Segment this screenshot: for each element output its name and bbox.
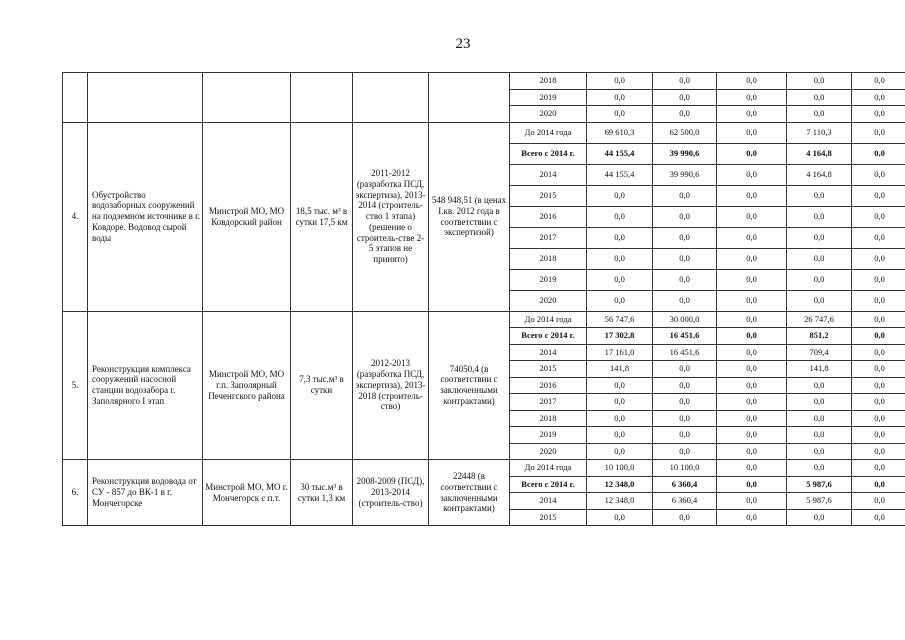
year-cell: До 2014 года bbox=[510, 122, 587, 143]
value-cell: 0,0 bbox=[717, 460, 787, 477]
value-cell: 4 164,8 bbox=[787, 164, 852, 185]
program-table bbox=[62, 72, 905, 526]
value-cell: 0,0 bbox=[852, 290, 905, 311]
continued-capacity-cell bbox=[291, 73, 353, 123]
value-cell: 0,0 bbox=[587, 290, 653, 311]
value-cell: 0,0 bbox=[587, 269, 653, 290]
project-number-cell: 4. bbox=[63, 122, 88, 311]
value-cell: 0,0 bbox=[653, 427, 717, 444]
value-cell: 0,0 bbox=[653, 377, 717, 394]
value-cell: 0,0 bbox=[787, 227, 852, 248]
project-customer-cell: Минстрой МО, МО г.п. Заполярный Печенгского района bbox=[203, 311, 291, 460]
year-cell: 2020 bbox=[510, 290, 587, 311]
project-customer-cell: Минстрой МО, МО г. Мончегорск с п.т. bbox=[203, 460, 291, 526]
continued-period-cell bbox=[353, 73, 429, 123]
value-cell: 0,0 bbox=[653, 443, 717, 460]
value-cell: 0,0 bbox=[852, 206, 905, 227]
value-cell: 0,0 bbox=[717, 106, 787, 123]
value-cell: 0,0 bbox=[717, 427, 787, 444]
value-cell: 0,0 bbox=[653, 73, 717, 90]
year-cell: 2018 bbox=[510, 248, 587, 269]
year-cell: 2017 bbox=[510, 394, 587, 411]
value-cell: 0,0 bbox=[852, 377, 905, 394]
project-period-cell: 2008-2009 (ПСД), 2013-2014 (строитель-ство) bbox=[353, 460, 429, 526]
value-cell: 10 100,0 bbox=[653, 460, 717, 477]
year-cell: 2014 bbox=[510, 164, 587, 185]
value-cell: 12 348,0 bbox=[587, 476, 653, 493]
value-cell: 0,0 bbox=[787, 248, 852, 269]
value-cell: 0,0 bbox=[587, 509, 653, 526]
value-cell: 0,0 bbox=[787, 410, 852, 427]
value-cell: 0,0 bbox=[852, 248, 905, 269]
continued-customer-cell bbox=[203, 73, 291, 123]
value-cell: 0,0 bbox=[852, 509, 905, 526]
value-cell: 0,0 bbox=[787, 509, 852, 526]
value-cell: 5 987,6 bbox=[787, 476, 852, 493]
value-cell: 16 451,6 bbox=[653, 328, 717, 345]
value-cell: 0,0 bbox=[852, 164, 905, 185]
value-cell: 6 360,4 bbox=[653, 476, 717, 493]
value-cell: 0,0 bbox=[717, 164, 787, 185]
year-cell: 2017 bbox=[510, 227, 587, 248]
value-cell: 0,0 bbox=[717, 394, 787, 411]
year-cell: Всего с 2014 г. bbox=[510, 143, 587, 164]
project-name-cell: Реконструкция комплекса сооружений насосной станции водозабора г. Заполярного I этап bbox=[88, 311, 203, 460]
value-cell: 62 500,0 bbox=[653, 122, 717, 143]
year-cell: До 2014 года bbox=[510, 460, 587, 477]
value-cell: 0,0 bbox=[717, 73, 787, 90]
value-cell: 0,0 bbox=[852, 328, 905, 345]
value-cell: 0,0 bbox=[587, 443, 653, 460]
year-cell: 2018 bbox=[510, 410, 587, 427]
continued-cost-cell bbox=[429, 73, 510, 123]
year-cell: 2016 bbox=[510, 377, 587, 394]
value-cell: 12 348,0 bbox=[587, 493, 653, 510]
value-cell: 0,0 bbox=[653, 227, 717, 248]
value-cell: 39 990,6 bbox=[653, 143, 717, 164]
value-cell: 0,0 bbox=[717, 269, 787, 290]
value-cell: 0,0 bbox=[852, 185, 905, 206]
value-cell: 56 747,6 bbox=[587, 311, 653, 328]
year-cell: 2015 bbox=[510, 361, 587, 378]
value-cell: 0,0 bbox=[852, 344, 905, 361]
value-cell: 17 302,8 bbox=[587, 328, 653, 345]
value-cell: 0,0 bbox=[587, 185, 653, 206]
project-cost-cell: 74050,4 (в соответствии с заключенными контрактами) bbox=[429, 311, 510, 460]
value-cell: 0,0 bbox=[587, 106, 653, 123]
value-cell: 0,0 bbox=[787, 394, 852, 411]
value-cell: 0,0 bbox=[717, 443, 787, 460]
value-cell: 44 155,4 bbox=[587, 164, 653, 185]
value-cell: 0,0 bbox=[587, 206, 653, 227]
value-cell: 0,0 bbox=[852, 443, 905, 460]
value-cell: 7 110,3 bbox=[787, 122, 852, 143]
value-cell: 0,0 bbox=[653, 89, 717, 106]
value-cell: 0,0 bbox=[852, 89, 905, 106]
project-period-cell: 2011-2012 (разработка ПСД, экспертиза), 2013-2014 (строитель-ство 1 этапа) (решение о строитель-стве 2-5 этапов не принято) bbox=[353, 122, 429, 311]
year-cell: 2015 bbox=[510, 509, 587, 526]
value-cell: 16 451,6 bbox=[653, 344, 717, 361]
project-period-cell: 2012-2013 (разработка ПСД, экспертиза), 2013-2018 (строитель-ство) bbox=[353, 311, 429, 460]
value-cell: 0,0 bbox=[587, 394, 653, 411]
value-cell: 0,0 bbox=[587, 248, 653, 269]
value-cell: 0,0 bbox=[787, 206, 852, 227]
value-cell: 44 155,4 bbox=[587, 143, 653, 164]
value-cell: 0,0 bbox=[653, 509, 717, 526]
project-number-cell: 6. bbox=[63, 460, 88, 526]
value-cell: 0,0 bbox=[787, 106, 852, 123]
table-row bbox=[63, 73, 905, 90]
value-cell: 0,0 bbox=[587, 427, 653, 444]
value-cell: 0,0 bbox=[717, 227, 787, 248]
table-row bbox=[63, 460, 905, 477]
table-row bbox=[63, 122, 905, 143]
value-cell: 0,0 bbox=[852, 394, 905, 411]
value-cell: 0,0 bbox=[717, 122, 787, 143]
value-cell: 0,0 bbox=[852, 460, 905, 477]
year-cell: 2019 bbox=[510, 427, 587, 444]
project-capacity-cell: 18,5 тыс. м³ в сутки 17,5 км bbox=[291, 122, 353, 311]
value-cell: 0,0 bbox=[852, 361, 905, 378]
table-row bbox=[63, 311, 905, 328]
project-capacity-cell: 30 тыс.м³ в сутки 1,3 км bbox=[291, 460, 353, 526]
value-cell: 0,0 bbox=[587, 410, 653, 427]
year-cell: До 2014 года bbox=[510, 311, 587, 328]
year-cell: 2016 bbox=[510, 206, 587, 227]
value-cell: 0,0 bbox=[787, 427, 852, 444]
year-cell: 2014 bbox=[510, 344, 587, 361]
value-cell: 0,0 bbox=[787, 460, 852, 477]
value-cell: 0,0 bbox=[787, 290, 852, 311]
value-cell: 0,0 bbox=[717, 311, 787, 328]
value-cell: 0,0 bbox=[852, 106, 905, 123]
year-cell: 2020 bbox=[510, 443, 587, 460]
value-cell: 0,0 bbox=[717, 493, 787, 510]
year-cell: Всего с 2014 г. bbox=[510, 476, 587, 493]
value-cell: 851,2 bbox=[787, 328, 852, 345]
project-number-cell: 5. bbox=[63, 311, 88, 460]
value-cell: 0,0 bbox=[852, 269, 905, 290]
value-cell: 26 747,6 bbox=[787, 311, 852, 328]
value-cell: 141,8 bbox=[787, 361, 852, 378]
value-cell: 0,0 bbox=[653, 290, 717, 311]
project-cost-cell: 548 948,51 (в ценах I.кв. 2012 года в соответствии с экспертизой) bbox=[429, 122, 510, 311]
value-cell: 5 987,6 bbox=[787, 493, 852, 510]
value-cell: 0,0 bbox=[587, 227, 653, 248]
project-customer-cell: Минстрой МО, МО Ковдорский район bbox=[203, 122, 291, 311]
year-cell: 2020 bbox=[510, 106, 587, 123]
value-cell: 0,0 bbox=[717, 328, 787, 345]
project-name-cell: Обустройство водозаборных сооружений на подземном источнике в г. Ковдоре. Водовод сырой воды bbox=[88, 122, 203, 311]
continued-num-cell bbox=[63, 73, 88, 123]
year-cell: 2018 bbox=[510, 73, 587, 90]
value-cell: 0,0 bbox=[717, 143, 787, 164]
year-cell: 2019 bbox=[510, 89, 587, 106]
value-cell: 17 161,0 bbox=[587, 344, 653, 361]
year-cell: 2019 bbox=[510, 269, 587, 290]
value-cell: 0,0 bbox=[653, 410, 717, 427]
project-capacity-cell: 7,3 тыс.м³ в сутки bbox=[291, 311, 353, 460]
value-cell: 0,0 bbox=[653, 185, 717, 206]
value-cell: 0,0 bbox=[787, 73, 852, 90]
year-cell: 2014 bbox=[510, 493, 587, 510]
value-cell: 0,0 bbox=[852, 227, 905, 248]
continued-name-cell bbox=[88, 73, 203, 123]
value-cell: 0,0 bbox=[852, 73, 905, 90]
value-cell: 0,0 bbox=[653, 106, 717, 123]
value-cell: 6 360,4 bbox=[653, 493, 717, 510]
value-cell: 4 164,8 bbox=[787, 143, 852, 164]
value-cell: 0,0 bbox=[717, 377, 787, 394]
value-cell: 0,0 bbox=[653, 361, 717, 378]
value-cell: 141,8 bbox=[587, 361, 653, 378]
value-cell: 0,0 bbox=[717, 410, 787, 427]
value-cell: 0,0 bbox=[587, 377, 653, 394]
value-cell: 0,0 bbox=[852, 493, 905, 510]
value-cell: 0,0 bbox=[787, 185, 852, 206]
value-cell: 0,0 bbox=[787, 89, 852, 106]
value-cell: 0,0 bbox=[852, 410, 905, 427]
value-cell: 0,0 bbox=[587, 89, 653, 106]
value-cell: 0,0 bbox=[587, 73, 653, 90]
value-cell: 0,0 bbox=[717, 290, 787, 311]
value-cell: 0,0 bbox=[717, 509, 787, 526]
value-cell: 0,0 bbox=[653, 206, 717, 227]
value-cell: 0,0 bbox=[653, 248, 717, 269]
value-cell: 0,0 bbox=[717, 476, 787, 493]
value-cell: 30 000,0 bbox=[653, 311, 717, 328]
year-cell: Всего с 2014 г. bbox=[510, 328, 587, 345]
value-cell: 0,0 bbox=[787, 443, 852, 460]
value-cell: 0,0 bbox=[717, 206, 787, 227]
value-cell: 0,0 bbox=[653, 269, 717, 290]
project-name-cell: Реконструкция водовода от СУ - 857 до ВК-1 в г. Мончегорске bbox=[88, 460, 203, 526]
value-cell: 0,0 bbox=[717, 185, 787, 206]
value-cell: 69 610,3 bbox=[587, 122, 653, 143]
year-cell: 2015 bbox=[510, 185, 587, 206]
value-cell: 0,0 bbox=[717, 344, 787, 361]
value-cell: 39 990,6 bbox=[653, 164, 717, 185]
value-cell: 0,0 bbox=[717, 89, 787, 106]
value-cell: 709,4 bbox=[787, 344, 852, 361]
value-cell: 0,0 bbox=[852, 476, 905, 493]
value-cell: 0,0 bbox=[852, 311, 905, 328]
page-number: 23 bbox=[455, 36, 471, 52]
value-cell: 10 100,0 bbox=[587, 460, 653, 477]
value-cell: 0,0 bbox=[653, 394, 717, 411]
value-cell: 0,0 bbox=[717, 248, 787, 269]
value-cell: 0,0 bbox=[852, 143, 905, 164]
value-cell: 0,0 bbox=[852, 122, 905, 143]
value-cell: 0,0 bbox=[852, 427, 905, 444]
value-cell: 0,0 bbox=[787, 269, 852, 290]
project-cost-cell: 22448 (в соответствии с заключенными контрактами) bbox=[429, 460, 510, 526]
value-cell: 0,0 bbox=[787, 377, 852, 394]
value-cell: 0,0 bbox=[717, 361, 787, 378]
